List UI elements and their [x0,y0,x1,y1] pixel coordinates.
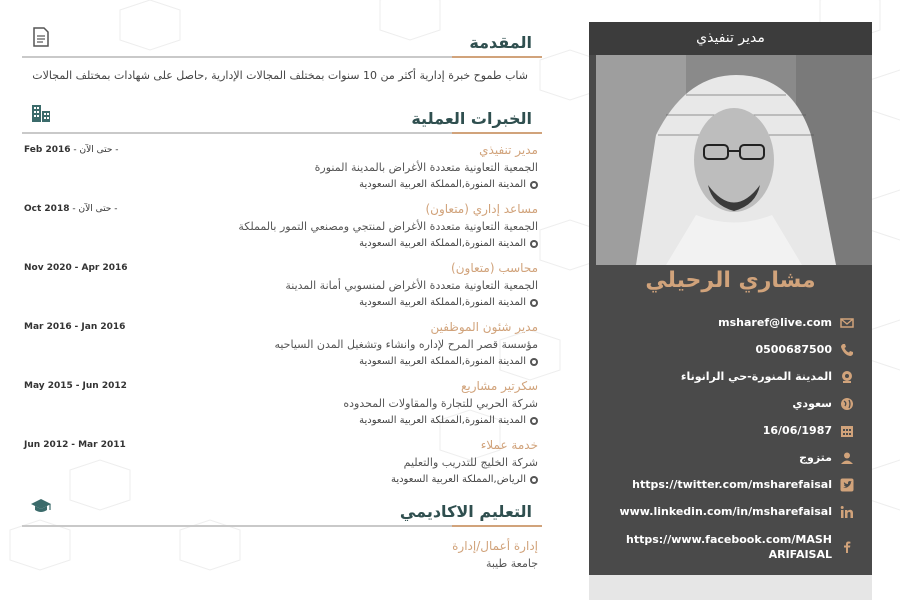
experience-item [22,374,542,433]
contact-birthdate-text: 16/06/1987 [762,424,832,437]
contact-marital-status [589,448,872,470]
globe-icon [840,397,854,411]
document-icon [30,26,52,48]
education-degree: إدارة أعمال/إدارة [452,539,538,553]
experience-item [22,138,542,197]
contact-phone-text: 0500687500 [755,343,832,356]
experience-location: المدينة المنورة,المملكة العربية السعودية [359,297,538,308]
experience-location: المدينة المنورة,المملكة العربية السعودية [359,415,538,426]
education-title: التعليم الاكاديمي [399,502,532,521]
contact-facebook-text: https://www.facebook.com/MASHARIFAISAL [626,533,832,561]
experience-location: المدينة المنورة,المملكة العربية السعودية [359,356,538,367]
contact-address [589,367,872,389]
experience-organization: الجمعية التعاونية متعددة الأغراض لمنسوبي أمانة المدينة [285,279,538,292]
education-school: جامعة طيبة [485,557,538,570]
location-pin-icon [840,370,854,384]
location-pin-icon [530,358,538,366]
contact-email-text: msharef@live.com [718,316,832,329]
profile-name: مشاري الرحيلي [645,268,816,293]
sidebar-job-title: مدير تنفيذي [589,22,872,55]
experience-organization: الجمعية التعاونية متعددة الأغراض بالمدينة المنورة [314,161,538,174]
calendar-icon [840,424,854,438]
contact-phone[interactable] [589,340,872,362]
experience-organization: شركة الحربي للتجارة والمقاولات المحدوده [343,397,538,410]
contact-address-text: المدينة المنورة-حي الرانوناء [680,370,832,383]
experience-item [22,315,542,374]
contact-marital-status-text: متزوج [799,451,832,464]
user-icon [840,451,854,465]
envelope-icon [840,316,854,330]
experience-job-title: مساعد إداري (متعاون) [425,202,538,216]
contact-twitter[interactable] [589,475,872,497]
experience-title: الخبرات العملية [411,109,532,128]
experience-item [22,197,542,256]
twitter-icon [840,478,854,492]
education-section-header [22,493,542,527]
experience-location: الرياض,المملكة العربية السعودية [391,474,538,485]
contact-linkedin[interactable] [589,502,872,524]
linkedin-icon [840,505,854,519]
contact-facebook[interactable] [589,530,872,566]
experience-date: Mar 2016 - Jan 2016 [24,322,126,332]
graduation-cap-icon [30,495,52,517]
experience-date: Oct 2018 - حتى الآن - [24,204,118,214]
experience-job-title: محاسب (متعاون) [451,261,538,275]
intro-title: المقدمة [469,33,532,52]
buildings-icon [30,102,52,124]
experience-date: May 2015 - Jun 2012 [24,381,127,391]
experience-location: المدينة المنورة,المملكة العربية السعودية [359,179,538,190]
intro-section-header [22,24,542,58]
experience-date: Feb 2016 - حتى الآن - [24,145,119,155]
experience-location: المدينة المنورة,المملكة العربية السعودية [359,238,538,249]
contact-twitter-text: https://twitter.com/msharefaisal [632,478,832,491]
experience-job-title: سكرتير مشاريع [460,379,538,393]
location-pin-icon [530,417,538,425]
experience-date: Nov 2020 - Apr 2016 [24,263,128,273]
location-pin-icon [530,476,538,484]
experience-date: Jun 2012 - Mar 2011 [24,440,126,450]
intro-text: شاب طموح خبرة إدارية أكثر من 10 سنوات بمختلف المجالات الإدارية ,حاصل على شهادات بمختلف المجالات [32,69,528,82]
experience-organization: مؤسسة قصر المرح لإداره وانشاء وتشغيل المدن السياحيه [274,338,538,351]
profile-sidebar [589,22,872,575]
experience-organization: الجمعية التعاونية متعددة الأغراض لمنتجي ومصنعي التمور بالمملكة [238,220,538,233]
facebook-icon [840,540,854,554]
location-pin-icon [530,240,538,248]
experience-section-header [22,100,542,134]
experience-job-title: خدمة عملاء [480,438,538,452]
experience-job-title: مدير تنفيذي [479,143,538,157]
location-pin-icon [530,181,538,189]
experience-job-title: مدير شئون الموظفين [430,320,538,334]
location-pin-icon [530,299,538,307]
experience-list [22,138,542,489]
contact-nationality [589,394,872,416]
contact-linkedin-text: www.linkedin.com/in/msharefaisal [619,505,832,518]
sidebar-footer [589,575,872,600]
contact-nationality-text: سعودي [792,397,832,410]
profile-photo [596,55,872,265]
main-content [22,18,542,570]
experience-organization: شركة الخليج للتدريب والتعليم [403,456,538,469]
contact-email[interactable] [589,313,872,335]
experience-item [22,433,542,489]
contact-birthdate [589,421,872,443]
phone-icon [840,343,854,357]
experience-item [22,256,542,315]
